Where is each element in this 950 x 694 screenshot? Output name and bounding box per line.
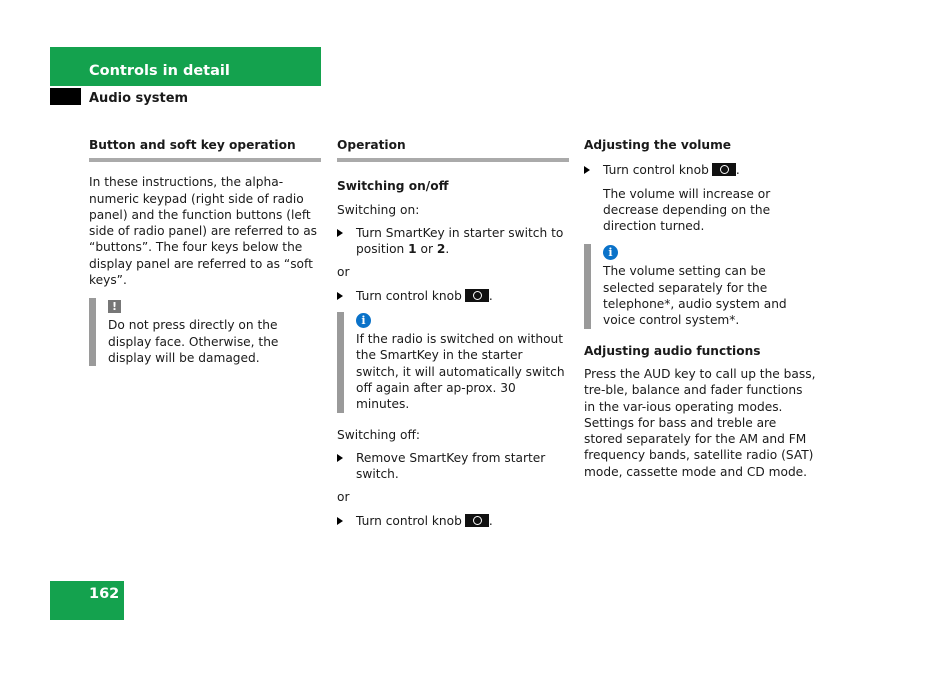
page-title: Controls in detail (89, 63, 230, 79)
column-volume (584, 137, 816, 487)
bullet-arrow-icon (337, 229, 343, 237)
header-marker (50, 88, 81, 105)
control-knob-icon (465, 289, 489, 302)
control-knob-icon (465, 514, 489, 527)
audio-functions-text: Press the AUD key to call up the bass, tre-ble, balance and fader functions in the var-ious operating modes. Settings for bass and treble are stored separately for the AM and FM frequency bands, satellite radio (SAT) mode, cassette mode and CD mode. (584, 366, 816, 479)
bullet-arrow-icon (584, 166, 590, 174)
or-text: or (337, 490, 350, 505)
heading-volume: Adjusting the volume (584, 138, 732, 152)
volume-text: The volume will increase or decrease depending on the direction turned. (603, 186, 771, 234)
section-heading-buttons: Button and soft key operation (89, 137, 321, 162)
info-note-auto-off (337, 312, 569, 412)
switching-off-label: Switching off: (337, 427, 420, 442)
bullet-arrow-icon (337, 292, 343, 300)
heading-audio-functions: Adjusting audio functions (584, 343, 761, 358)
bullet-arrow-icon (337, 517, 343, 525)
warning-icon: ! (108, 300, 121, 313)
page-number: 162 (89, 586, 120, 602)
info-icon: i (356, 313, 371, 328)
note-bar (337, 312, 344, 412)
column-buttons (89, 137, 321, 380)
info-note-volume (584, 244, 816, 328)
subheading-switching: Switching on/off (337, 179, 449, 194)
note-bar (584, 244, 591, 328)
warning-text: Do not press directly on the display face. Otherwise, the display will be damaged. (108, 318, 279, 365)
step-knob-on: Turn control knob . (337, 288, 569, 304)
bullet-arrow-icon (337, 454, 343, 462)
or-text: or (337, 265, 350, 280)
info-auto-off-text: If the radio is switched on without the SmartKey in the starter switch, it will automatically switch off again after ap-prox. 30 minutes. (356, 332, 565, 412)
section-heading-operation: Operation (337, 137, 569, 162)
buttons-intro-text: In these instructions, the alpha-numeric keypad (right side of radio panel) and the function buttons (left side of radio panel) are referred to as “buttons”. The four keys below the display panel are referred to as “soft keys”. (89, 175, 318, 288)
info-volume-text: The volume setting can be selected separately for the telephone*, audio system and voice control system*. (603, 264, 787, 328)
page-subtitle: Audio system (89, 91, 189, 106)
note-bar (89, 298, 96, 366)
warning-note (89, 298, 321, 366)
step-remove-smartkey: Remove SmartKey from starter switch. (337, 450, 569, 483)
control-knob-icon (712, 163, 736, 176)
step-knob-off: Turn control knob . (337, 513, 569, 529)
step-smartkey-on: Turn SmartKey in starter switch to position 1 or 2. (337, 225, 569, 258)
info-icon: i (603, 245, 618, 260)
switching-on-label: Switching on: (337, 202, 420, 217)
step-knob-volume: Turn control knob . (584, 162, 816, 178)
column-operation (337, 137, 569, 536)
